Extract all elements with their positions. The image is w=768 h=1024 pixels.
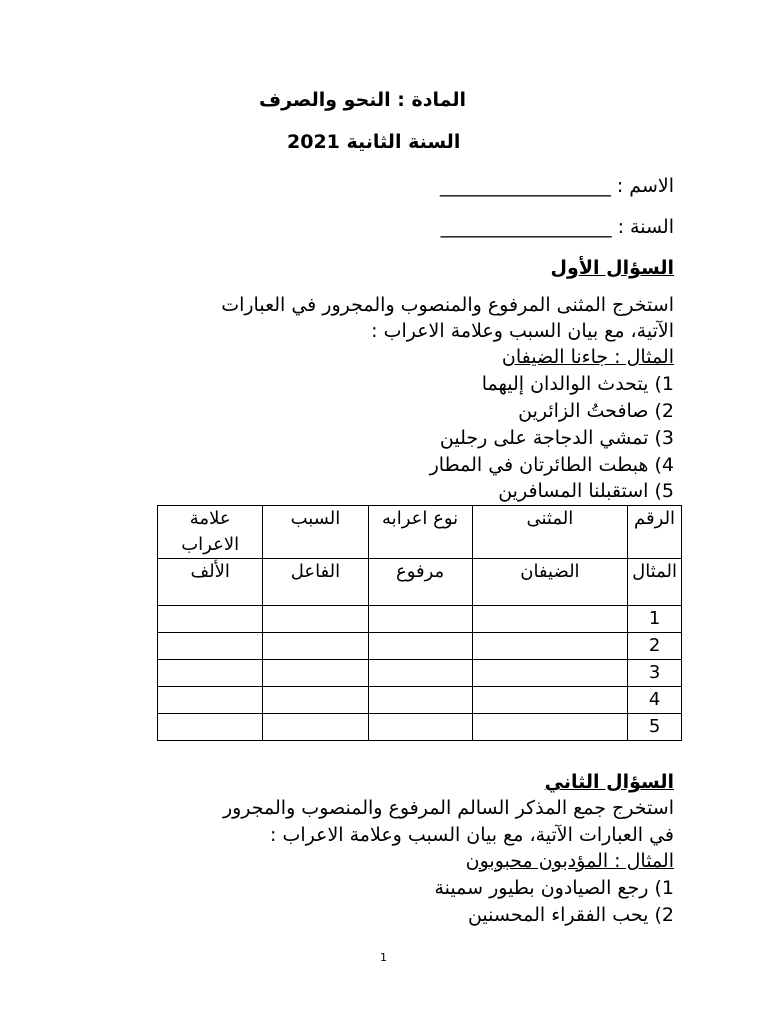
question2-instruction-1: استخرج جمع المذكر السالم المرفوع والمنصوب والمجرور	[222, 797, 674, 819]
answer-cell[interactable]	[263, 633, 368, 660]
answer-cell[interactable]	[472, 714, 627, 741]
answer-cell[interactable]	[472, 633, 627, 660]
header-reason: السبب	[263, 506, 368, 559]
subject-title: المادة : النحو والصرف	[259, 89, 467, 111]
answer-cell[interactable]	[368, 714, 472, 741]
example-reason: الفاعل	[263, 559, 368, 606]
table-row	[158, 714, 682, 741]
question1-item: 1) يتحدث الوالدان إليهما	[481, 373, 674, 395]
question1-item: 2) صافحتُ الزائرين	[518, 400, 674, 422]
example-label: المثال	[628, 559, 682, 606]
answer-cell[interactable]	[472, 660, 627, 687]
row-number: 2	[628, 633, 682, 660]
question1-item: 3) تمشي الدجاجة على رجلين	[439, 427, 674, 449]
row-number: 1	[628, 606, 682, 633]
table-row	[158, 660, 682, 687]
header-dual: المثنى	[472, 506, 627, 559]
year-title: السنة الثانية 2021	[287, 131, 461, 153]
row-number: 4	[628, 687, 682, 714]
question2-title: السؤال الثاني	[544, 771, 674, 793]
question1-example: المثال : جاءنا الضيفان	[501, 346, 674, 368]
answer-cell[interactable]	[472, 687, 627, 714]
row-number: 3	[628, 660, 682, 687]
answer-cell[interactable]	[472, 606, 627, 633]
table-example-row	[158, 559, 682, 606]
question2-item: 2) يحب الفقراء المحسنين	[467, 904, 674, 926]
question1-instruction-1: استخرج المثنى المرفوع والمنصوب والمجرور في العبارات	[221, 294, 674, 316]
header-case-type: نوع اعرابه	[368, 506, 472, 559]
table-header-row	[158, 506, 682, 559]
example-case-sign: الألف	[158, 559, 263, 606]
answer-cell[interactable]	[158, 633, 263, 660]
header-case-sign: علامة الاعراب	[158, 506, 263, 559]
answer-cell[interactable]	[263, 687, 368, 714]
answer-cell[interactable]	[368, 606, 472, 633]
table-row	[158, 633, 682, 660]
table-row	[158, 687, 682, 714]
question1-title: السؤال الأول	[550, 257, 674, 279]
answer-cell[interactable]	[263, 714, 368, 741]
question1-instruction-2: الآتية، مع بيان السبب وعلامة الاعراب :	[371, 320, 674, 342]
example-dual: الضيفان	[472, 559, 627, 606]
question2-instruction-2: في العبارات الآتية، مع بيان السبب وعلامة الاعراب :	[270, 824, 674, 846]
year-field-line[interactable]: السنة : __________________	[440, 216, 674, 238]
question2-example: المثال : المؤدبون محبوبون	[465, 850, 674, 872]
answer-cell[interactable]	[368, 660, 472, 687]
answer-cell[interactable]	[158, 660, 263, 687]
answer-cell[interactable]	[158, 687, 263, 714]
page-number: 1	[380, 951, 387, 964]
table-row	[158, 606, 682, 633]
question1-item: 4) هبطت الطائرتان في المطار	[429, 454, 674, 476]
name-field-line[interactable]: الاسم : __________________	[439, 175, 674, 197]
question2-item: 1) رجع الصيادون بطيور سمينة	[434, 877, 674, 899]
example-case-type: مرفوع	[368, 559, 472, 606]
question1-item: 5) استقبلنا المسافرين	[498, 480, 674, 502]
answer-cell[interactable]	[158, 606, 263, 633]
answer-table	[157, 505, 682, 741]
answer-cell[interactable]	[158, 714, 263, 741]
answer-cell[interactable]	[263, 660, 368, 687]
header-number: الرقم	[628, 506, 682, 559]
answer-cell[interactable]	[368, 687, 472, 714]
row-number: 5	[628, 714, 682, 741]
answer-cell[interactable]	[368, 633, 472, 660]
answer-cell[interactable]	[263, 606, 368, 633]
